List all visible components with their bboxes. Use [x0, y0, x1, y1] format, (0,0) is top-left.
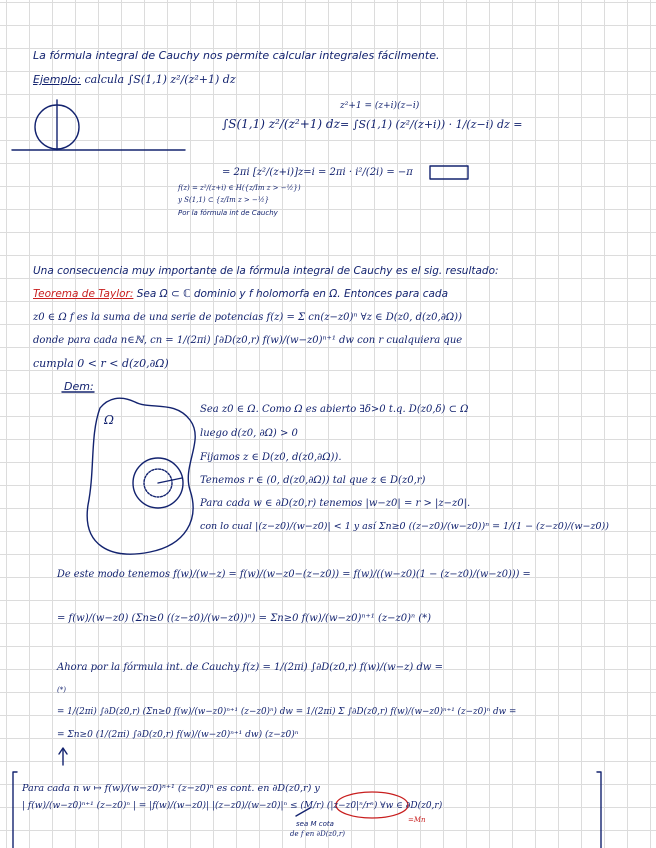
proof-line-6: con lo cual |(z−z0)/(w−z0)| < 1 y así Σn≥0 ((z−z0)/(w−z0))ⁿ = 1/(1 − (z−z0)/(w−z0)) [200, 521, 609, 532]
example-line [33, 73, 236, 86]
example-label: Ejemplo: [33, 73, 81, 86]
theorem-line-1 [33, 288, 448, 301]
radius-line [158, 478, 182, 483]
expansion-line-1: De este modo tenemos f(w)/(w−z) = f(w)/(w−z0−(z−z0)) = f(w)/((w−z0)(1 − (z−z0)/(w−z0))) = [57, 569, 531, 580]
example-note-cauchy: Por la fórmula int de Cauchy [178, 209, 278, 217]
bound-line-2: | f(w)/(w−z0)ⁿ⁺¹ (z−z0)ⁿ | = |f(w)/(w−z0)| |(z−z0)/(w−z0)|ⁿ ≤ (M/r) (|z−z0|ⁿ/rⁿ) ∀w ∈ ∂D(z0,r) [22, 801, 443, 811]
bound-note-2: de f en ∂D(z0,r) [290, 830, 345, 838]
consequence-line: Una consecuencia muy importante de la fórmula integral de Cauchy es el sig. resultado: [33, 265, 499, 277]
cauchy-star-note: (*) [57, 686, 66, 694]
right-bracket [597, 772, 601, 848]
theorem-line-2: z0 ∈ Ω f es la suma de una serie de potencias f(z) = Σ cn(z−z0)ⁿ ∀z ∈ D(z0, d(z0,∂Ω)) [33, 312, 462, 323]
cauchy-line-2: = 1/(2πi) ∫∂D(z0,r) (Σn≥0 f(w)/(w−z0)ⁿ⁺¹ (z−z0)ⁿ) dw = 1/(2πi) Σ ∫∂D(z0,r) f(w)/(w−z0)ⁿ⁺¹ (z−z0)ⁿ dw = [57, 707, 517, 717]
proof-line-5: Para cada w ∈ ∂D(z0,r) tenemos |w−z0| = r > |z−z0|. [200, 498, 471, 509]
left-bracket [13, 772, 17, 848]
example-evaluation: = 2πi [z²/(z+i)]z=i = 2πi · i²/(2i) = −π [222, 167, 413, 178]
proof-label: Dem: [64, 380, 94, 393]
proof-line-1: Sea z0 ∈ Ω. Como Ω es abierto ∃δ>0 t.q. D(z0,δ) ⊂ Ω [200, 404, 469, 415]
proof-line-2: luego d(z0, ∂Ω) > 0 [200, 428, 298, 439]
example-note-holomorphic: f(z) = z²/(z+i) ∈ H({z/Im z > −½}) [178, 184, 301, 192]
example-factorization: z²+1 = (z+i)(z−i) [340, 101, 420, 111]
bound-note-1: sea M cota [296, 820, 334, 828]
cauchy-line-3: = Σn≥0 (1/(2πi) ∫∂D(z0,r) f(w)/(w−z0)ⁿ⁺¹ dw) (z−z0)ⁿ [57, 730, 299, 740]
example-integral: ∫S(1,1) z²/(z²+1) dz [222, 117, 340, 131]
theorem-text-1: Sea Ω ⊂ ℂ dominio y f holomorfa en Ω. Entonces para cada [136, 288, 448, 300]
example-note-contained: y S(1,1) ⊂ {z/Im z > −½} [178, 196, 270, 204]
example-rewrite: = ∫S(1,1) (z²/(z+i)) · 1/(z−i) dz = [340, 118, 523, 131]
theorem-line-4: cumpla 0 < r < d(z0,∂Ω) [33, 357, 169, 370]
proof-line-3: Fijamos z ∈ D(z0, d(z0,∂Ω)). [200, 452, 342, 463]
omega-label: Ω [104, 413, 114, 427]
bound-mn-label: =Mn [408, 816, 426, 824]
theorem-label: Teorema de Taylor: [33, 288, 134, 300]
intro-line: La fórmula integral de Cauchy nos permite calcular integrales fácilmente. [33, 49, 440, 62]
example-statement: calcula ∫S(1,1) z²/(z²+1) dz [84, 73, 236, 86]
proof-line-4: Tenemos r ∈ (0, d(z0,∂Ω)) tal que z ∈ D(z0,r) [200, 475, 426, 486]
expansion-line-2: = f(w)/(w−z0) (Σn≥0 ((z−z0)/(w−z0))ⁿ) = Σn≥0 f(w)/(w−z0)ⁿ⁺¹ (z−z0)ⁿ (*) [57, 613, 432, 624]
theorem-line-3: donde para cada n∈ℕ, cn = 1/(2πi) ∫∂D(z0,r) f(w)/(w−z0)ⁿ⁺¹ dw con r cualquiera que [33, 335, 463, 346]
cauchy-line-1: Ahora por la fórmula int. de Cauchy f(z) = 1/(2πi) ∫∂D(z0,r) f(w)/(w−z) dw = [57, 662, 443, 673]
result-box [430, 166, 468, 179]
bound-line-1: Para cada n w ↦ f(w)/(w−z0)ⁿ⁺¹ (z−z0)ⁿ es cont. en ∂D(z0,r) y [22, 783, 320, 794]
